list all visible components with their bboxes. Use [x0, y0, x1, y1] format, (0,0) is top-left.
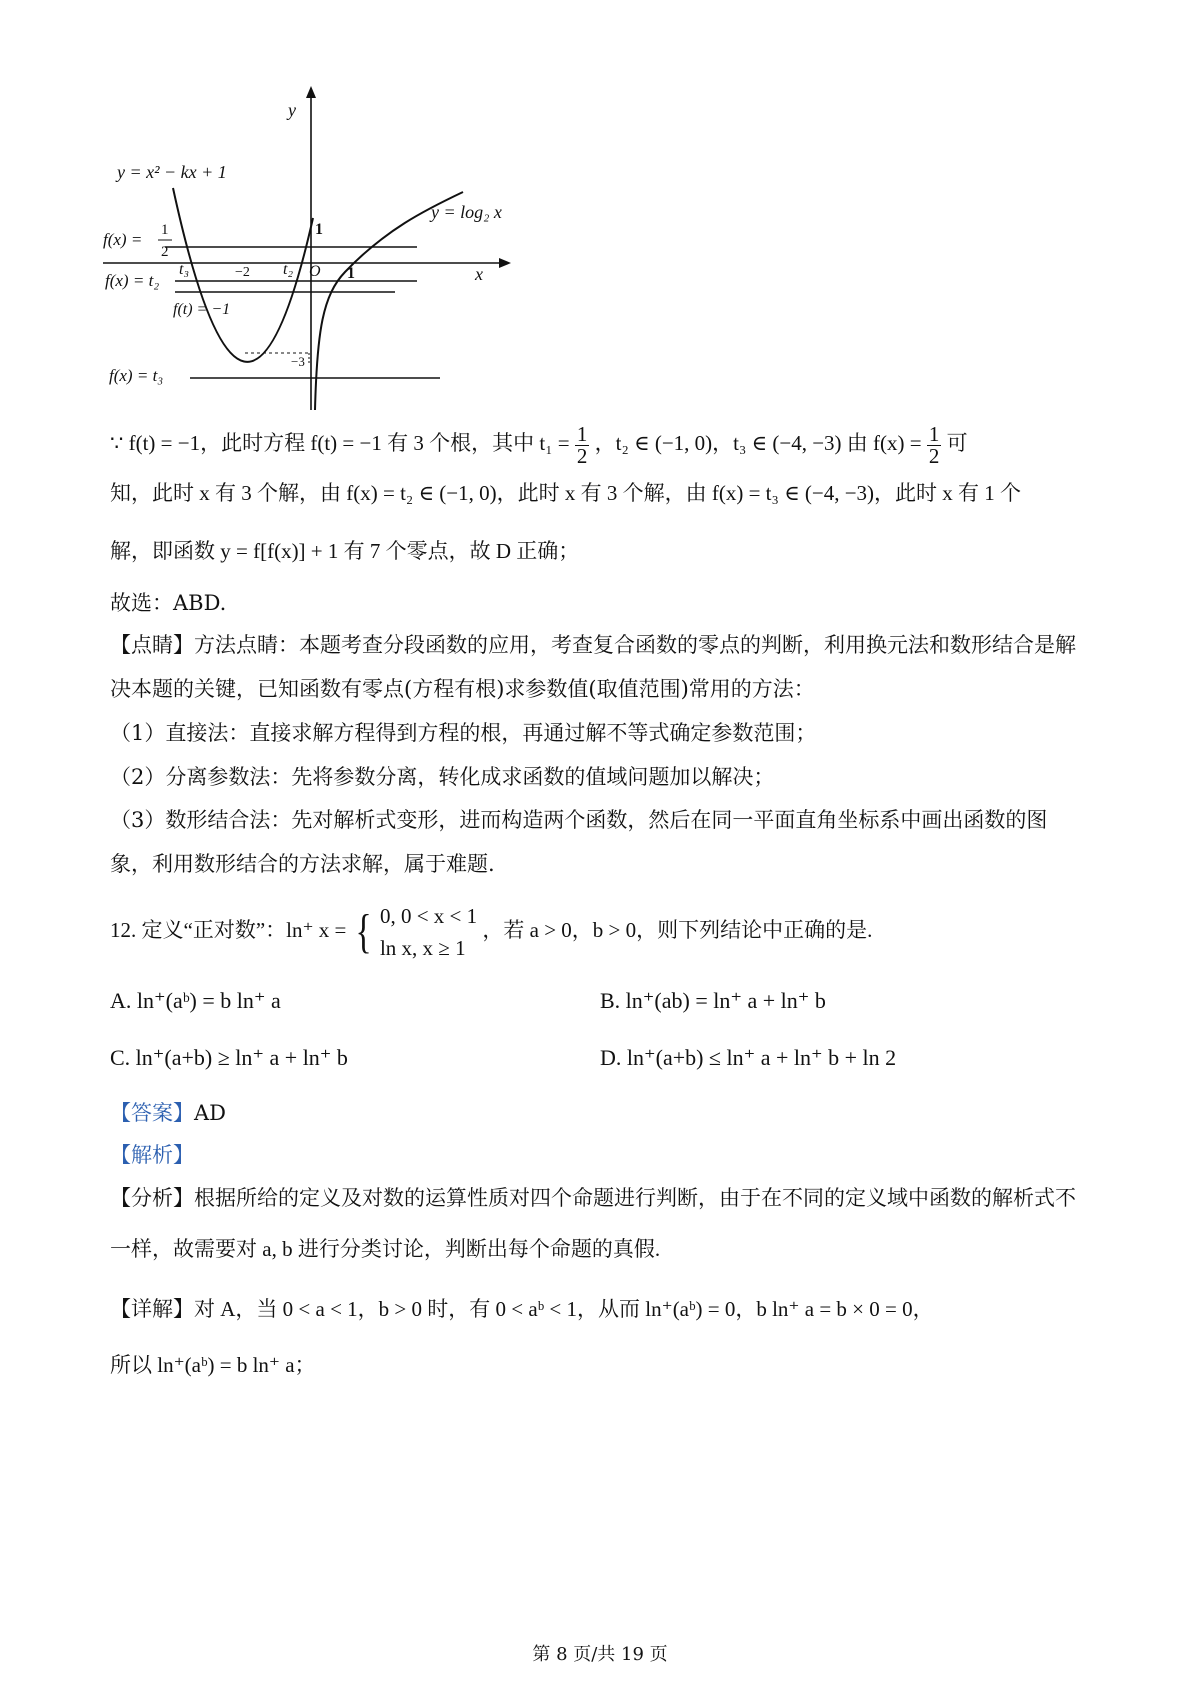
label-neg2: −2	[235, 265, 250, 280]
label-parabola-eq: y = x² − kx + 1	[117, 162, 227, 182]
tip-line-2: 决本题的关键，已知函数有零点(方程有根)求参数值(取值范围)常用的方法：	[110, 677, 815, 701]
function-graph	[95, 80, 555, 420]
analysis-line-2: 一样，故需要对 a, b 进行分类讨论，判断出每个命题的真假.	[110, 1237, 661, 1261]
label-origin: O	[309, 263, 321, 280]
label-one-y: 1	[315, 221, 323, 238]
label-t2: t₂	[283, 261, 294, 278]
solution-line-4: 故选：ABD.	[110, 591, 227, 615]
q12-brace: {	[355, 905, 372, 959]
analysis-line-1: 【分析】根据所给的定义及对数的运算性质对四个命题进行判断，由于在不同的定义域中函数的解析式不	[110, 1186, 1076, 1210]
q12-case-1: 0, 0 < x < 1	[379, 904, 478, 929]
l1-frac: $\frac{1}{2}$	[576, 421, 588, 468]
label-t3: t₃	[179, 261, 190, 278]
option-a: A. ln⁺(aᵇ) = b ln⁺ a	[110, 988, 281, 1013]
tip-line-3: （1）直接法：直接求解方程得到方程的根，再通过解不等式确定参数范围；	[110, 721, 817, 745]
label-one-x: 1	[347, 265, 355, 282]
option-b: B. ln⁺(ab) = ln⁺ a + ln⁺ b	[600, 988, 826, 1013]
label-f-half-num: 1	[161, 222, 169, 238]
q12-case-2: ln x, x ≥ 1	[379, 936, 466, 961]
tip-line-6: 象，利用数形结合的方法求解，属于难题.	[110, 852, 495, 876]
l1-part-c: 可	[946, 431, 968, 455]
q12-definition: 12. 定义“正对数”：ln⁺ x =	[110, 918, 347, 942]
page-footer: 第 8 页/共 19 页	[532, 1644, 668, 1665]
y-axis-arrow	[306, 86, 316, 98]
label-f-t3: f(x) = t₃	[109, 366, 164, 385]
question-12	[110, 898, 1100, 964]
l1-part-a: ∵ f(t) = −1，此时方程 f(t) = −1 有 3 个根，其中 t₁ =	[110, 431, 570, 455]
option-d: D. ln⁺(a+b) ≤ ln⁺ a + ln⁺ b + ln 2	[600, 1045, 897, 1070]
q12-condition: ，若 a > 0，b > 0，则下列结论中正确的是.	[482, 918, 873, 942]
label-y: y	[288, 100, 296, 120]
l1-frac2: $\frac{1}{2}$	[928, 421, 940, 468]
label-x: x	[475, 264, 483, 284]
answer-value: AD	[194, 1101, 227, 1125]
q12-cases	[380, 900, 477, 964]
label-f-t-neg1: f(t) = −1	[173, 301, 231, 318]
l1-part-b: ，t₂ ∈ (−1, 0)，t₃ ∈ (−4, −3) 由 f(x) =	[594, 431, 922, 455]
label-neg3: −3	[291, 354, 305, 369]
label-log-eq: y = log₂ x	[431, 202, 502, 222]
solution-line-1	[110, 418, 1100, 468]
solution-line-2: 知，此时 x 有 3 个解，由 f(x) = t₂ ∈ (−1, 0)，此时 x 有 3 个解，由 f(x) = t₃ ∈ (−4, −3)，此时 x 有 1 个	[110, 481, 1022, 505]
solution-line-3: 解，即函数 y = f[f(x)] + 1 有 7 个零点，故 D 正确；	[110, 539, 580, 563]
label-f-half: f(x) =	[103, 230, 143, 249]
tip-line-4: （2）分离参数法：先将参数分离，转化成求函数的值域问题加以解决；	[110, 765, 775, 789]
answer-line	[110, 1098, 1100, 1128]
detail-line-2: 所以 ln⁺(aᵇ) = b ln⁺ a；	[110, 1353, 316, 1377]
detail-line-1: 【详解】对 A，当 0 < a < 1，b > 0 时，有 0 < aᵇ < 1，从而 ln⁺(aᵇ) = 0，b ln⁺ a = b × 0 = 0，	[110, 1297, 934, 1321]
option-c: C. ln⁺(a+b) ≥ ln⁺ a + ln⁺ b	[110, 1045, 348, 1070]
x-axis-arrow	[499, 258, 511, 268]
answer-tag: 【答案】	[110, 1101, 194, 1125]
tip-line-5: （3）数形结合法：先对解析式变形，进而构造两个函数，然后在同一平面直角坐标系中画出函数的图	[110, 808, 1048, 832]
analysis-tag: 【解析】	[110, 1143, 194, 1167]
label-f-t2: f(x) = t₂	[105, 271, 160, 290]
label-f-half-den: 2	[161, 244, 169, 260]
tip-line-1: 【点睛】方法点睛：本题考查分段函数的应用，考查复合函数的零点的判断，利用换元法和数形结合是解	[110, 633, 1076, 657]
